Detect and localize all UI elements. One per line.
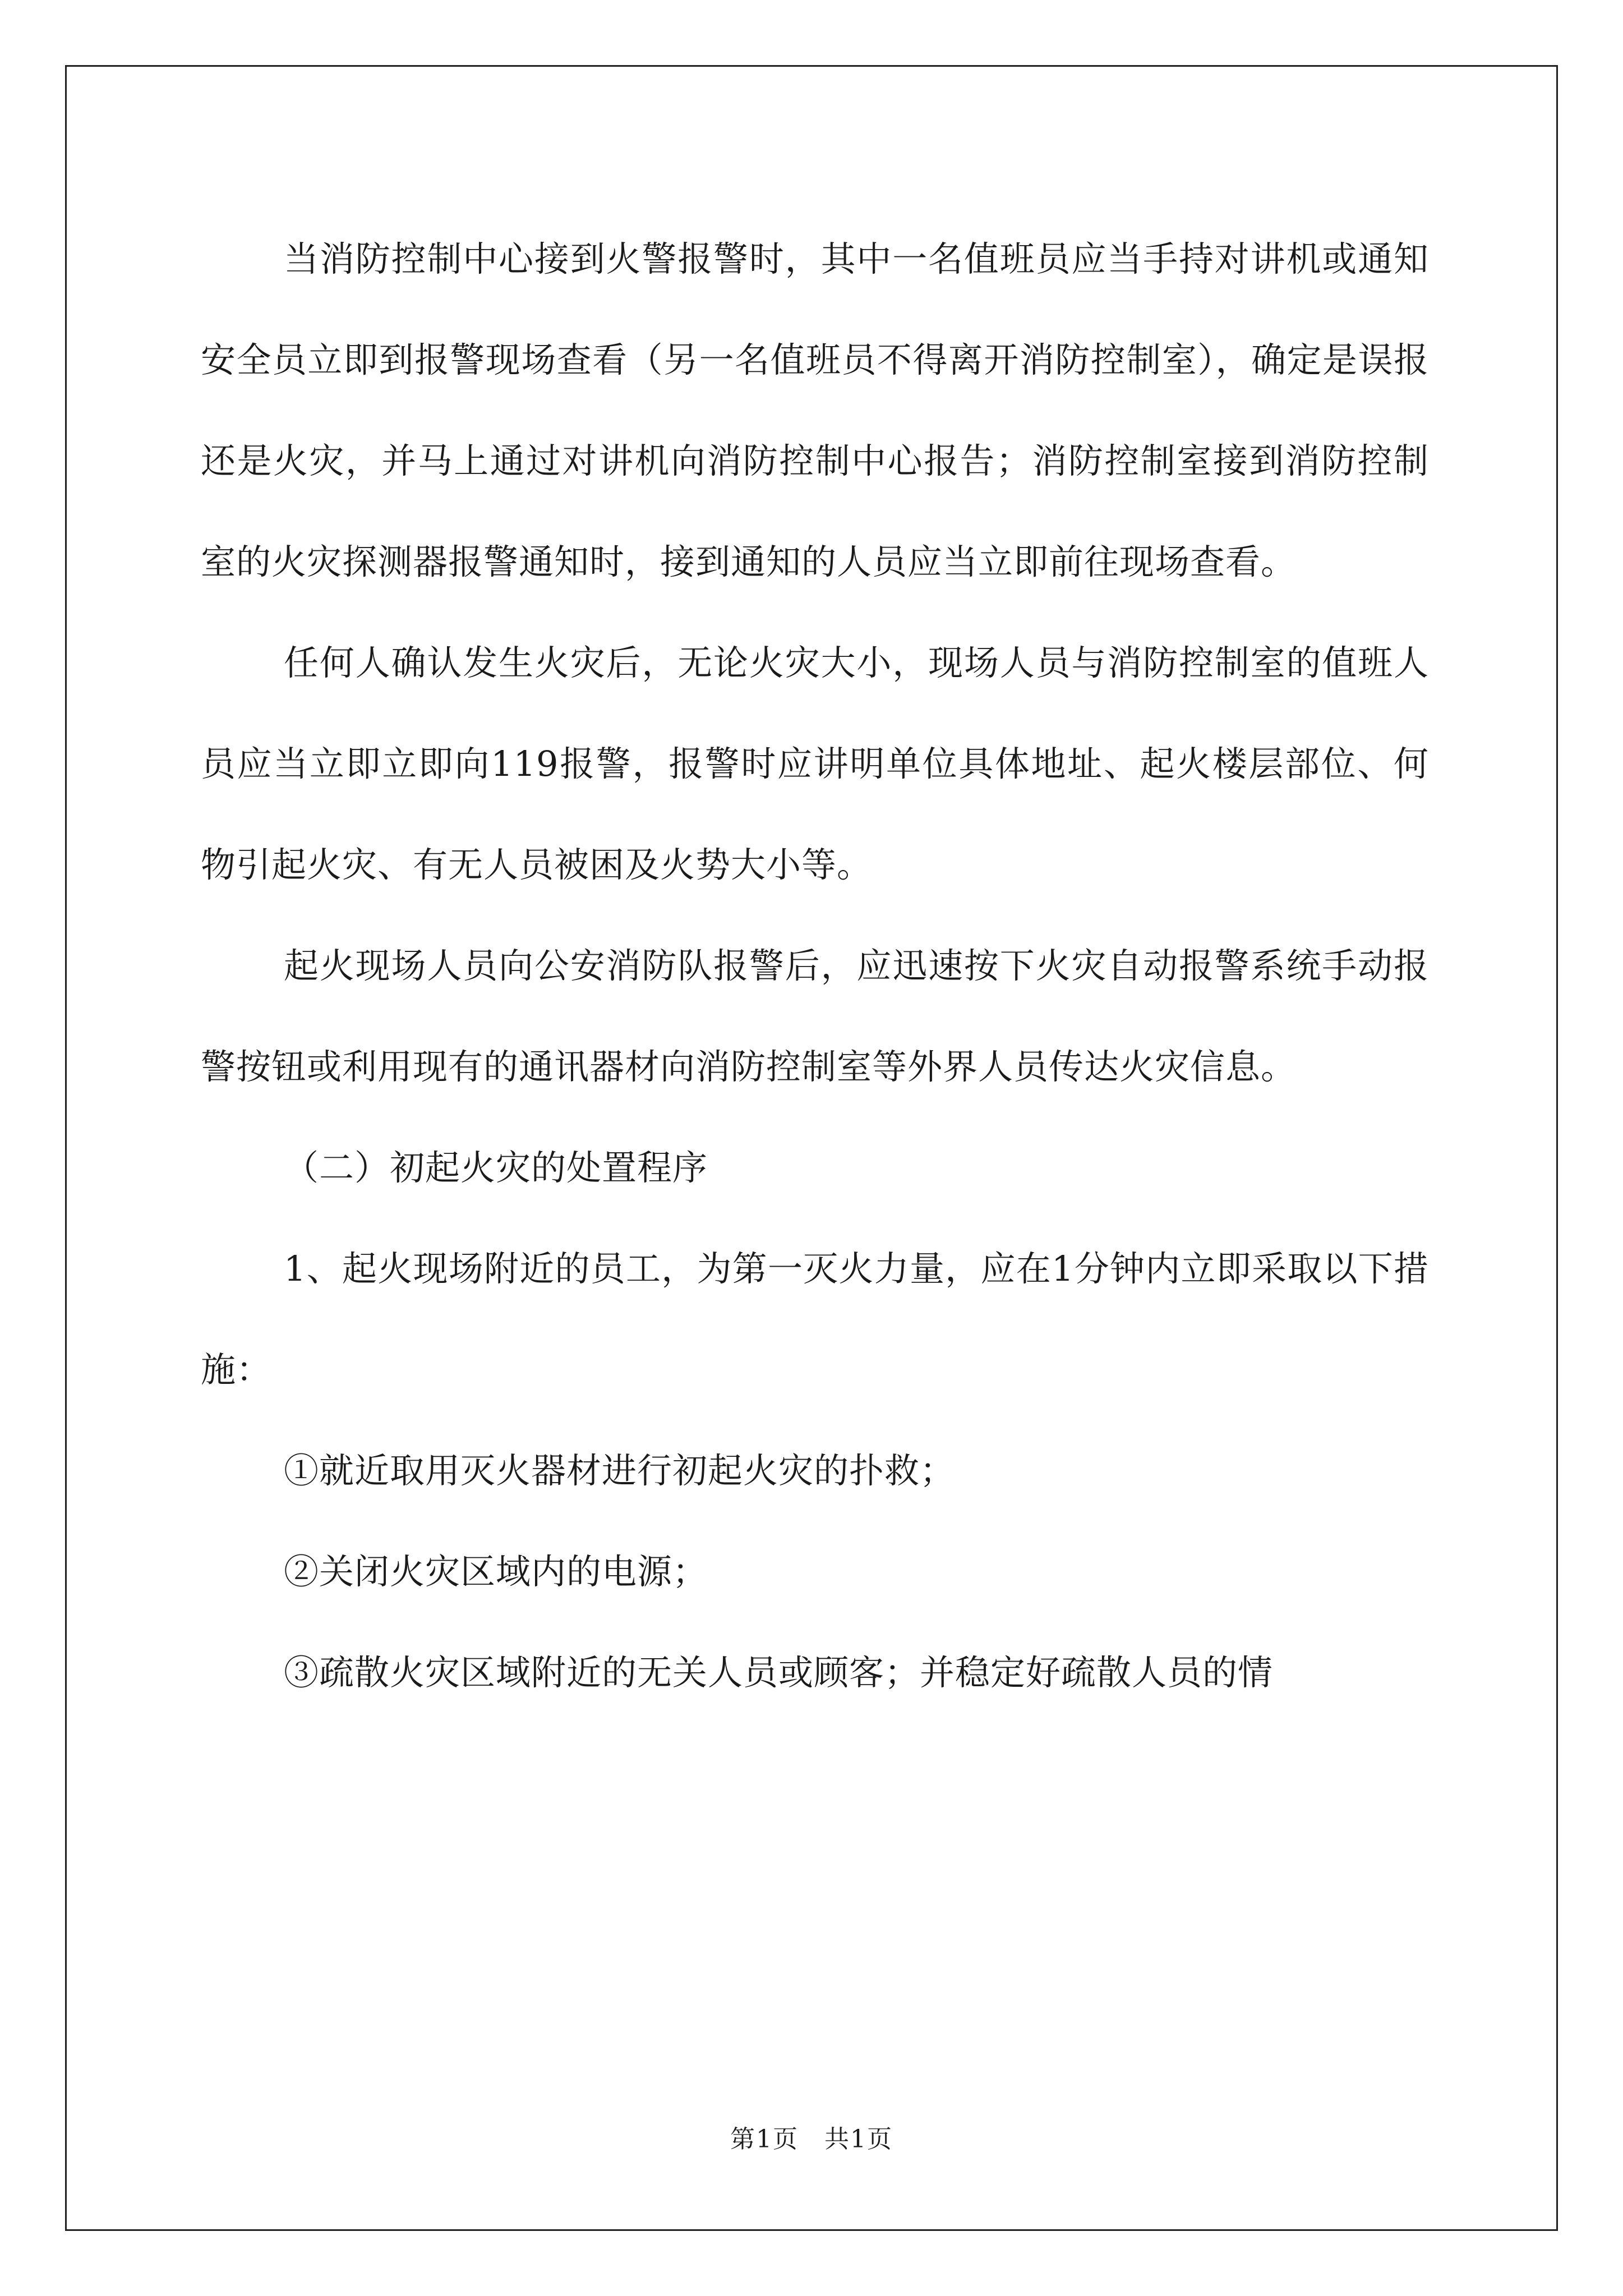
- paragraph-alarm-response: 当消防控制中心接到火警报警时，其中一名值班员应当手持对讲机或通知安全员立即到报警现场查看（另一名值班员不得离开消防控制室），确定是误报还是火灾，并马上通过对讲机向消防控制中心报告；消防控制室接到消防控制室的火灾探测器报警通知时，接到通知的人员应当立即前往现场查看。: [201, 238, 1429, 582]
- paragraph-notify-control-room: 起火现场人员向公安消防队报警后，应迅速按下火灾自动报警系统手动报警按钮或利用现有的通讯器材向消防控制室等外界人员传达火灾信息。: [201, 945, 1429, 1087]
- paragraph-report-119: 任何人确认发生火灾后，无论火灾大小，现场人员与消防控制室的值班人员应当立即立即向119报警，报警时应讲明单位具体地址、起火楼层部位、何物引起火灾、有无人员被困及火势大小等。: [201, 642, 1429, 885]
- list-item-extinguish: ①就近取用灭火器材进行初起火灾的扑救；: [284, 1450, 956, 1491]
- page-number-footer: 第1页 共1页: [730, 2125, 893, 2154]
- list-item-power-off: ②关闭火灾区域内的电源；: [284, 1551, 708, 1592]
- document-body: [201, 209, 1429, 1723]
- list-item-evacuate: ③疏散火灾区域附近的无关人员或顾客；并稳定好疏散人员的情: [284, 1652, 1274, 1693]
- section-heading-initial-fire: （二）初起火灾的处置程序: [284, 1147, 708, 1188]
- paragraph-first-responders: 1、起火现场附近的员工，为第一灭火力量，应在1分钟内立即采取以下措施：: [201, 1248, 1429, 1390]
